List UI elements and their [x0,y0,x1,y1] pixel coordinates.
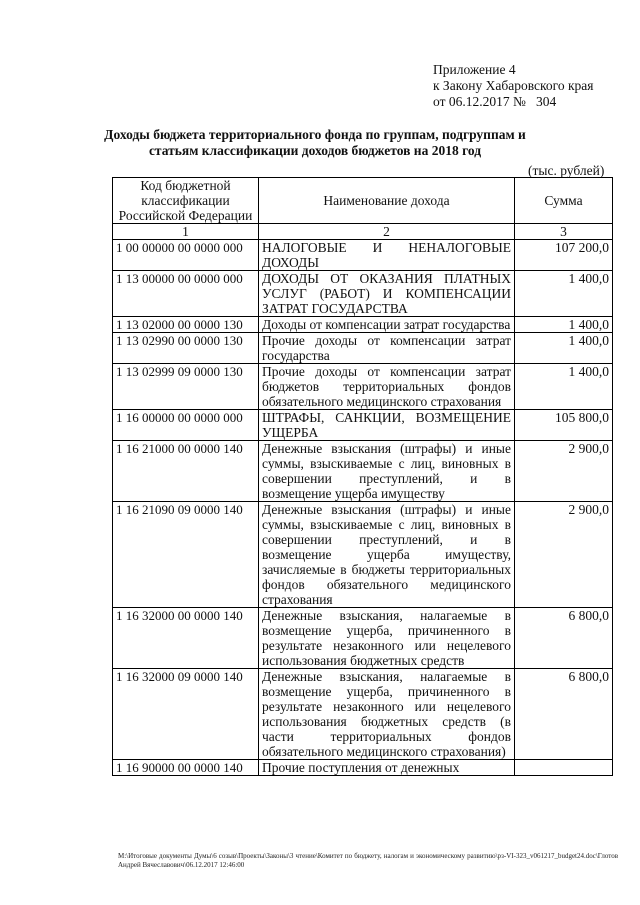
row-sum: 1 400,0 [515,317,613,333]
row-code: 1 16 00000 00 0000 000 [113,410,259,441]
row-code: 1 16 90000 00 0000 140 [113,760,259,776]
row-sum: 105 800,0 [515,410,613,441]
header-name: Наименование дохода [259,178,515,224]
table-row [113,333,613,364]
row-name: Прочие поступления от денежных [259,760,515,776]
row-sum: 107 200,0 [515,240,613,271]
row-code: 1 16 32000 09 0000 140 [113,669,259,760]
row-name: Денежные взыскания, налагаемые в возмещение ущерба, причиненного в результате незаконного или нецелевого использования бюджетных средств [259,608,515,669]
row-code: 1 13 02000 00 0000 130 [113,317,259,333]
row-sum: 1 400,0 [515,364,613,410]
table-row [113,441,613,502]
row-name: Прочие доходы от компенсации затрат государства [259,333,515,364]
row-name: Денежные взыскания (штрафы) и иные суммы, взыскиваемые с лиц, виновных в совершении преступлений, и в возмещение ущерба имуществу, зачисляемые в бюджеты территориальных фондов обязательного медицинского страхования [259,502,515,608]
row-code: 1 13 02990 00 0000 130 [113,333,259,364]
document-title: Доходы бюджета территориального фонда по группам, подгруппам и статьям классификации доходов бюджетов на 2018 год [104,127,526,158]
row-name: Доходы от компенсации затрат государства [259,317,515,333]
table-row [113,502,613,608]
row-sum: 2 900,0 [515,441,613,502]
table-row [113,317,613,333]
row-sum [515,760,613,776]
table-row [113,760,613,776]
appendix-block [433,62,594,110]
table-row [113,240,613,271]
column-number: 3 [515,224,613,240]
row-sum: 2 900,0 [515,502,613,608]
row-code: 1 13 02999 09 0000 130 [113,364,259,410]
table-row [113,271,613,317]
appendix-date: от 06.12.2017 № 304 [433,94,557,109]
income-table [112,177,613,776]
row-code: 1 16 32000 00 0000 140 [113,608,259,669]
row-code: 1 00 00000 00 0000 000 [113,240,259,271]
table-row [113,410,613,441]
appendix-number: Приложение 4 [433,62,516,77]
row-name: Прочие доходы от компенсации затрат бюджетов территориальных фондов обязательного медицинского страхования [259,364,515,410]
header-sum: Сумма [515,178,613,224]
row-name: Денежные взыскания (штрафы) и иные суммы, взыскиваемые с лиц, виновных в совершении преступлений, и в возмещение ущерба имуществу [259,441,515,502]
row-name: НАЛОГОВЫЕ И НЕНАЛОГОВЫЕ ДОХОДЫ [259,240,515,271]
column-number: 2 [259,224,515,240]
row-name: ДОХОДЫ ОТ ОКАЗАНИЯ ПЛАТНЫХ УСЛУГ (РАБОТ) И КОМПЕНСАЦИИ ЗАТРАТ ГОСУДАРСТВА [259,271,515,317]
row-code: 1 13 00000 00 0000 000 [113,271,259,317]
row-code: 1 16 21000 00 0000 140 [113,441,259,502]
row-name: ШТРАФЫ, САНКЦИИ, ВОЗМЕЩЕНИЕ УЩЕРБА [259,410,515,441]
appendix-law: к Закону Хабаровского края [433,78,594,93]
file-path-footer: М:\Итоговые документы Думы\6 созыв\Проекты\Законы\3 чтение\Комитет по бюджету, налогам и экономическому развитию\рз-VI-323_v061217_budget24.doc\Глотов Андрей Вячеславович\06.12.2017 12:46:00 [118,852,618,869]
row-sum: 1 400,0 [515,271,613,317]
table-row [113,608,613,669]
table-row [113,669,613,760]
row-code: 1 16 21090 09 0000 140 [113,502,259,608]
table-row [113,364,613,410]
row-sum: 6 800,0 [515,608,613,669]
row-sum: 1 400,0 [515,333,613,364]
row-name: Денежные взыскания, налагаемые в возмещение ущерба, причиненного в результате незаконного или нецелевого использования бюджетных средств (в части территориальных фондов обязательного медицинского страхования) [259,669,515,760]
row-sum: 6 800,0 [515,669,613,760]
column-number: 1 [113,224,259,240]
header-code: Код бюджетной классификации Российской Федерации [113,178,259,224]
units-label: (тыс. рублей) [528,163,605,178]
